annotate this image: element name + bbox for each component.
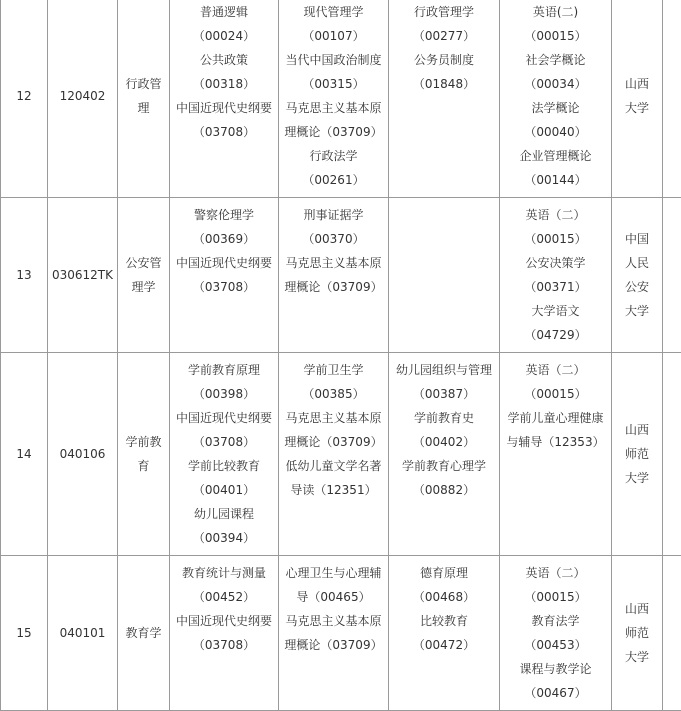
cell-line: 中国近现代史纲要 [172, 251, 276, 275]
cell-line: 行政管理学 [391, 0, 497, 24]
blank-cell [663, 0, 681, 198]
row-number: 13 [1, 198, 48, 353]
cell-line: （00144） [502, 168, 609, 192]
row-number: 15 [1, 556, 48, 711]
cell-line: 山西 [614, 72, 660, 96]
cell-line: （00015） [502, 382, 609, 406]
cell-line: 公安管 [120, 251, 167, 275]
cell-line: 大学 [614, 299, 660, 323]
host-school [612, 353, 663, 556]
cell-line: 师范 [614, 442, 660, 466]
course-cell-1 [170, 353, 279, 556]
cell-line: （00315） [281, 72, 386, 96]
cell-line: （00472） [391, 633, 497, 657]
cell-line: （00318） [172, 72, 276, 96]
cell-line: （00398） [172, 382, 276, 406]
major-name [118, 353, 170, 556]
cell-line: 教育学 [120, 621, 167, 645]
cell-line: 导（00465） [281, 585, 386, 609]
cell-line: （00015） [502, 227, 609, 251]
table-row [1, 556, 681, 711]
cell-line: 师范 [614, 621, 660, 645]
course-cell-2 [279, 353, 389, 556]
cell-line: （03708） [172, 120, 276, 144]
cell-line: 理概论（03709） [281, 275, 386, 299]
table-row [1, 353, 681, 556]
cell-line: （00277） [391, 24, 497, 48]
course-cell-4 [500, 0, 612, 198]
cell-line: 中国 [614, 227, 660, 251]
cell-line: 公共政策 [172, 48, 276, 72]
cell-line: （00402） [391, 430, 497, 454]
cell-line: 马克思主义基本原 [281, 251, 386, 275]
cell-line: 中国近现代史纲要 [172, 96, 276, 120]
course-cell-1 [170, 0, 279, 198]
cell-line: 学前教 [120, 430, 167, 454]
cell-line: 大学 [614, 96, 660, 120]
cell-line: 心理卫生与心理辅 [281, 561, 386, 585]
cell-line: 教育统计与测量 [172, 561, 276, 585]
course-cell-3 [389, 556, 500, 711]
course-cell-3 [389, 0, 500, 198]
major-name [118, 0, 170, 198]
cell-line: （00034） [502, 72, 609, 96]
cell-line: 教育法学 [502, 609, 609, 633]
host-school [612, 0, 663, 198]
cell-line: 学前儿童心理健康 [502, 406, 609, 430]
cell-line: 警察伦理学 [172, 203, 276, 227]
cell-line: （00015） [502, 24, 609, 48]
cell-line: （00370） [281, 227, 386, 251]
cell-line: 刑事证据学 [281, 203, 386, 227]
cell-line: 导读（12351） [281, 478, 386, 502]
course-cell-3 [389, 198, 500, 353]
cell-line: （03708） [172, 430, 276, 454]
table-row [1, 198, 681, 353]
cell-line: 学前教育原理 [172, 358, 276, 382]
cell-line: 理概论（03709） [281, 120, 386, 144]
host-school [612, 556, 663, 711]
cell-line: （00385） [281, 382, 386, 406]
course-cell-2 [279, 198, 389, 353]
major-code: 030612TK [48, 198, 118, 353]
course-cell-1 [170, 556, 279, 711]
cell-line: （00015） [502, 585, 609, 609]
cell-line: 比较教育 [391, 609, 497, 633]
major-code: 040101 [48, 556, 118, 711]
cell-line: 社会学概论 [502, 48, 609, 72]
cell-line: （00882） [391, 478, 497, 502]
cell-line: （00024） [172, 24, 276, 48]
cell-line: 企业管理概论 [502, 144, 609, 168]
cell-line: 与辅导（12353） [502, 430, 609, 454]
host-school [612, 198, 663, 353]
major-code: 120402 [48, 0, 118, 198]
course-cell-4 [500, 556, 612, 711]
cell-line: 大学 [614, 466, 660, 490]
cell-line: （00467） [502, 681, 609, 705]
cell-line: 现代管理学 [281, 0, 386, 24]
row-number: 14 [1, 353, 48, 556]
cell-line: 大学语文 [502, 299, 609, 323]
cell-line: 英语（二） [502, 561, 609, 585]
cell-line: （00453） [502, 633, 609, 657]
cell-line: 英语（二） [502, 203, 609, 227]
cell-line: （00369） [172, 227, 276, 251]
cell-line: （00468） [391, 585, 497, 609]
cell-line: 行政管 [120, 72, 167, 96]
cell-line: 马克思主义基本原 [281, 609, 386, 633]
major-name [118, 556, 170, 711]
cell-line: （00107） [281, 24, 386, 48]
table-row [1, 0, 681, 198]
cell-line: 人民 [614, 251, 660, 275]
cell-line: 理概论（03709） [281, 633, 386, 657]
cell-line: 马克思主义基本原 [281, 96, 386, 120]
cell-line: （03708） [172, 275, 276, 299]
cell-line: 德育原理 [391, 561, 497, 585]
cell-line: （00040） [502, 120, 609, 144]
course-cell-4 [500, 198, 612, 353]
cell-line: 马克思主义基本原 [281, 406, 386, 430]
course-cell-2 [279, 0, 389, 198]
cell-line: 中国近现代史纲要 [172, 609, 276, 633]
cell-line: 公安决策学 [502, 251, 609, 275]
cell-line: 学前教育心理学 [391, 454, 497, 478]
major-name [118, 198, 170, 353]
course-cell-1 [170, 198, 279, 353]
cell-line: 公务员制度 [391, 48, 497, 72]
cell-line: 普通逻辑 [172, 0, 276, 24]
cell-line: 理 [120, 96, 167, 120]
course-cell-2 [279, 556, 389, 711]
cell-line: 行政法学 [281, 144, 386, 168]
course-cell-4 [500, 353, 612, 556]
cell-line: （00387） [391, 382, 497, 406]
cell-line: 当代中国政治制度 [281, 48, 386, 72]
cell-line: （03708） [172, 633, 276, 657]
row-number: 12 [1, 0, 48, 198]
cell-line: 英语（二） [502, 358, 609, 382]
blank-cell [663, 353, 681, 556]
cell-line: 幼儿园组织与管理 [391, 358, 497, 382]
blank-cell [663, 556, 681, 711]
cell-line: 幼儿园课程 [172, 502, 276, 526]
cell-line: （00401） [172, 478, 276, 502]
cell-line: （00452） [172, 585, 276, 609]
cell-line: 学前卫生学 [281, 358, 386, 382]
cell-line: 山西 [614, 418, 660, 442]
cell-line: 理概论（03709） [281, 430, 386, 454]
cell-line: 学前教育史 [391, 406, 497, 430]
cell-line: （00371） [502, 275, 609, 299]
major-code: 040106 [48, 353, 118, 556]
course-cell-3 [389, 353, 500, 556]
cell-line: 公安 [614, 275, 660, 299]
cell-line: 育 [120, 454, 167, 478]
cell-line: 山西 [614, 597, 660, 621]
cell-line: 法学概论 [502, 96, 609, 120]
cell-line: 课程与教学论 [502, 657, 609, 681]
cell-line: 大学 [614, 645, 660, 669]
cell-line: （04729） [502, 323, 609, 347]
cell-line: 理学 [120, 275, 167, 299]
cell-line: （00261） [281, 168, 386, 192]
cell-line: 英语(二) [502, 0, 609, 24]
cell-line: 学前比较教育 [172, 454, 276, 478]
cell-line: （01848） [391, 72, 497, 96]
cell-line: 低幼儿童文学名著 [281, 454, 386, 478]
cell-line: 中国近现代史纲要 [172, 406, 276, 430]
blank-cell [663, 198, 681, 353]
cell-line: （00394） [172, 526, 276, 550]
